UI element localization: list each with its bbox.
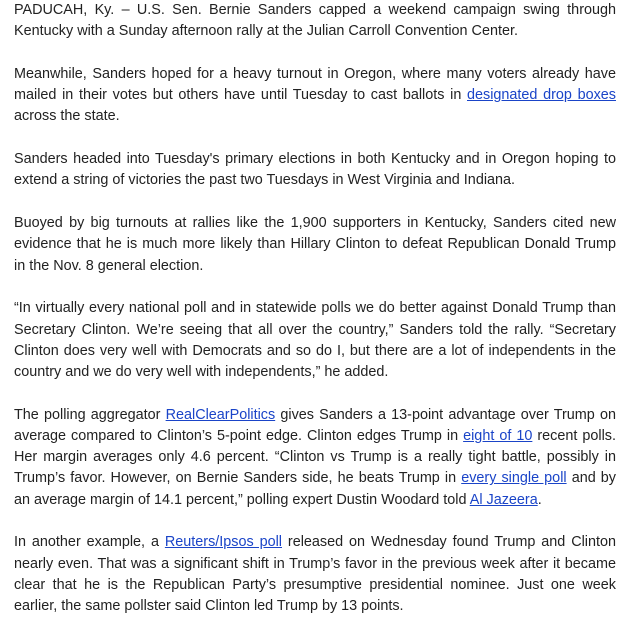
article-body (14, 0, 616, 639)
reuters-ipsos-poll-link[interactable]: Reuters/Ipsos poll (164, 534, 282, 551)
paragraph-text: Meanwhile, Sanders hoped for a heavy turnout in Oregon, where many voters already have mailed in their votes but others have until Tuesday to cast ballots in (14, 66, 616, 104)
paragraph-text: across the state. (14, 108, 120, 125)
paragraph-sanders-quote (14, 298, 616, 383)
paragraph-text: Buoyed by big turnouts at rallies like the 1,900 supporters in Kentucky, Sanders cited new evidence that he is much more likely than Hillary Clinton to defeat Republican Donald Trump in the Nov. 8 general election. (14, 215, 616, 274)
paragraph-text: Sanders headed into Tuesday's primary elections in both Kentucky and in Oregon hoping to extend a string of victories the past two Tuesdays in West Virginia and Indiana. (14, 151, 616, 189)
paragraph-turnout-evidence (14, 213, 616, 277)
eight-of-10-link[interactable]: eight of 10 (463, 428, 533, 445)
paragraph-text: recent polls. Her margin averages only 4.6 percent. “Clinton vs Trump is a really tight battle, possibly in Trump’s favor. However, on Bernie Sanders side, he beats Trump in (14, 428, 616, 487)
paragraph-text: and by an average margin of 14.1 percent,” polling expert Dustin Woodard told (14, 470, 616, 508)
paragraph-text: . (537, 491, 542, 508)
paragraph-polling-aggregator (14, 405, 616, 511)
realclearpolitics-link[interactable]: RealClearPolitics (165, 406, 276, 423)
paragraph-text: released on Wednesday found Trump and Clinton nearly even. That was a significant shift in Trump’s favor in the previous week after it became clear that he is the Republican Party’s presumptive presidential nominee. Just one week earlier, the same pollster said Clinton led Trump by 13 points. (14, 534, 616, 615)
paragraph-text: The polling aggregator (14, 406, 166, 423)
paragraph-oregon-turnout (14, 64, 616, 128)
paragraph-text: PADUCAH, Ky. – U.S. Sen. Bernie Sanders capped a weekend campaign swing through Kentucky with a Sunday afternoon rally at the Julian Carroll Convention Center. (14, 2, 616, 40)
designated-drop-boxes-link[interactable]: designated drop boxes (467, 87, 616, 104)
paragraph-reuters-poll (14, 532, 616, 617)
paragraph-primary-elections (14, 149, 616, 191)
paragraph-text: In another example, a (14, 534, 165, 551)
paragraph-dateline (14, 0, 616, 42)
paragraph-text: gives Sanders a 13-point advantage over Trump on average compared to Clinton’s 5-point edge. Clinton edges Trump in (14, 406, 616, 445)
every-single-poll-link[interactable]: every single poll (461, 470, 567, 487)
al-jazeera-link[interactable]: Al Jazeera (469, 491, 538, 508)
paragraph-text: “In virtually every national poll and in statewide polls we do better against Donald Trump than Secretary Clinton. We’re seeing that all over the country,” Sanders told the rally. “Secretary Clinton does very well with Democrats and so do I, but there are a lot of independents in the country and we do very well with independents,” he added. (14, 300, 616, 381)
